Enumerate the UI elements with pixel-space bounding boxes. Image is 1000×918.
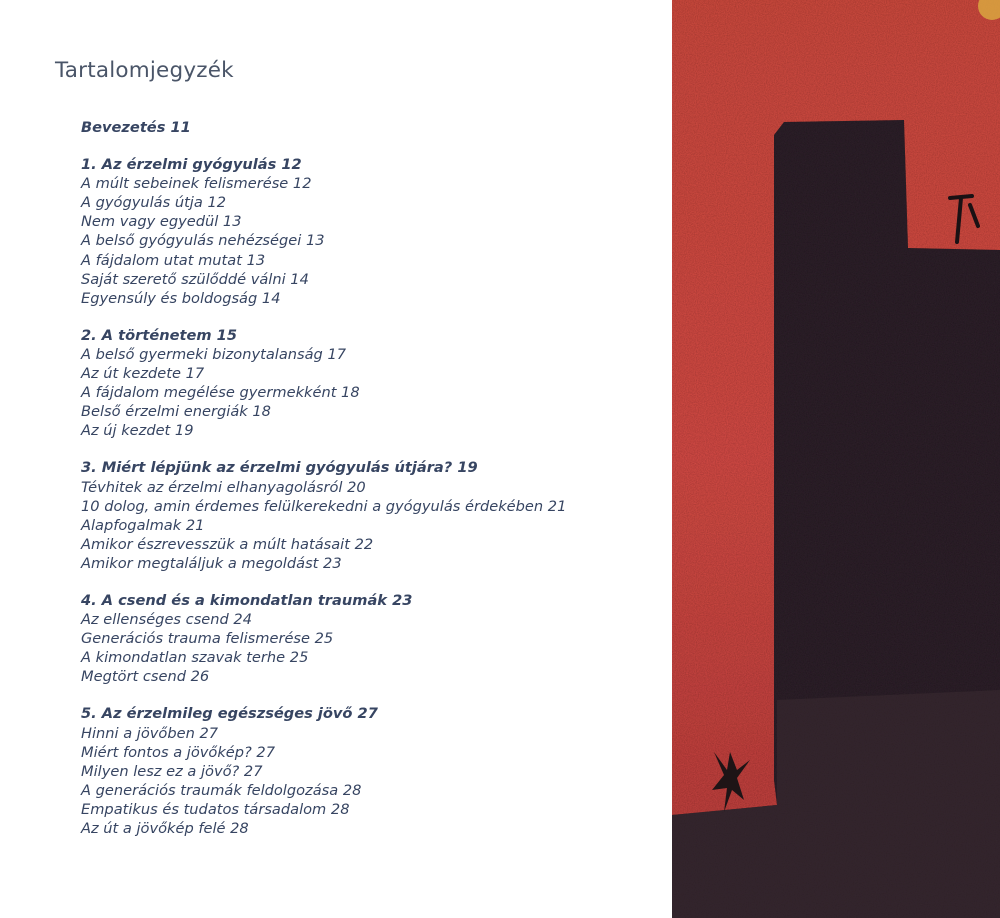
toc-entry: Miért fontos a jövőkép? 27 [81, 743, 275, 761]
toc-entry: A belső gyermeki bizonytalanság 17 [81, 345, 347, 363]
toc-entry: A múlt sebeinek felismerése 12 [81, 175, 312, 193]
toc-section-heading: 3. Miért lépjünk az érzelmi gyógyulás útjára? 19 [81, 459, 478, 477]
toc-section-heading: 2. A történetem 15 [81, 326, 237, 344]
toc-section [81, 155, 661, 308]
toc-entry: Saját szerető szülőddé válni 14 [81, 270, 309, 288]
painting-svg [672, 0, 1000, 918]
toc-section-heading: 4. A csend és a kimondatlan traumák 23 [81, 591, 413, 609]
toc-section-heading: 5. Az érzelmileg egészséges jövő 27 [81, 705, 378, 723]
toc-entry: A fájdalom megélése gyermekként 18 [81, 384, 360, 402]
toc-entry: Egyensúly és boldogság 14 [81, 289, 281, 307]
toc-entry: Az ellenséges csend 24 [81, 611, 252, 629]
toc-entry: A kimondatlan szavak terhe 25 [81, 649, 309, 667]
toc-section [81, 458, 661, 573]
toc-entry: A gyógyulás útja 12 [81, 194, 227, 212]
toc-entry: Alapfogalmak 21 [81, 516, 205, 534]
toc-section [81, 704, 661, 838]
toc-section-heading: 1. Az érzelmi gyógyulás 12 [81, 156, 302, 174]
toc-entry: Tévhitek az érzelmi elhanyagolásról 20 [81, 478, 366, 496]
toc-entry: A fájdalom utat mutat 13 [81, 251, 266, 269]
table-of-contents [81, 118, 661, 856]
toc-entry: Az út kezdete 17 [81, 365, 205, 383]
painting-illustration [672, 0, 1000, 918]
toc-entry: Milyen lesz ez a jövő? 27 [81, 762, 263, 780]
toc-entry: Amikor észrevesszük a múlt hatásait 22 [81, 535, 374, 553]
toc-entry: Hinni a jövőben 27 [81, 724, 219, 742]
toc-entry: Nem vagy egyedül 13 [81, 213, 242, 231]
toc-section [81, 326, 661, 441]
page-title: Tartalomjegyzék [55, 58, 234, 83]
toc-entry: Belső érzelmi energiák 18 [81, 403, 271, 421]
toc-section [81, 591, 661, 686]
toc-entry: Empatikus és tudatos társadalom 28 [81, 800, 350, 818]
toc-entry: A belső gyógyulás nehézségei 13 [81, 232, 325, 250]
toc-entry: A generációs traumák feldolgozása 28 [81, 781, 362, 799]
toc-section [81, 118, 661, 137]
toc-entry: Amikor megtaláljuk a megoldást 23 [81, 554, 342, 572]
toc-entry: 10 dolog, amin érdemes felülkerekedni a gyógyulás érdekében 21 [81, 497, 567, 515]
toc-entry: Generációs trauma felismerése 25 [81, 630, 334, 648]
toc-entry: Az új kezdet 19 [81, 422, 194, 440]
toc-entry: Megtört csend 26 [81, 668, 210, 686]
toc-entry: Az út a jövőkép felé 28 [81, 820, 249, 837]
toc-section-heading: Bevezetés 11 [81, 119, 191, 136]
